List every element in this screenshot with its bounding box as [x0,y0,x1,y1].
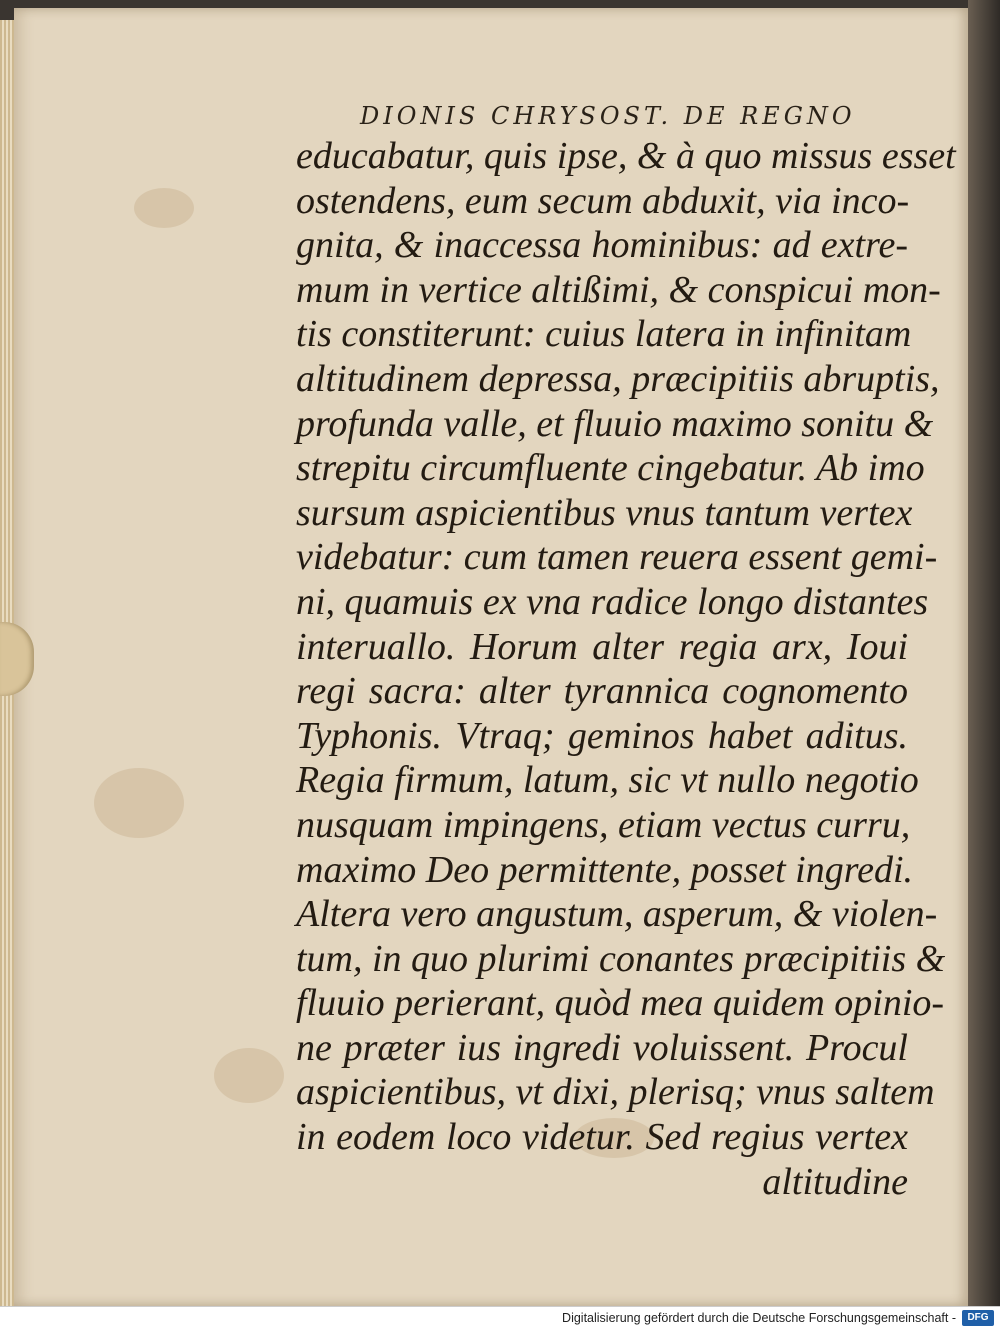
text-line: in eodem loco videtur. Sed regius vertex [296,1116,908,1159]
catchword: altitudine [762,1160,908,1203]
foxing-stain [134,188,194,228]
text-line: gnita, & inaccessa hominibus: ad extre- [296,224,908,267]
text-line: regi sacra: alter tyrannica cognomento [296,670,908,713]
text-line: ostendens, eum secum abduxit, via inco- [296,179,910,222]
foxing-stain [94,768,184,838]
dfg-logo[interactable]: DFG [962,1310,994,1326]
footer-bar [0,1306,1000,1330]
text-line: Altera vero angustum, asperum, & violen- [296,893,938,936]
text-line: profunda valle, et fluuio maximo sonitu & [296,402,934,445]
text-line: mum in vertice altißimi, & conspicui mon- [296,268,941,311]
running-title: DIONIS CHRYSOST. DE REGNO [360,102,856,130]
text-line: videbatur: cum tamen reuera essent gemi- [296,536,938,579]
text-line: ne præter ius ingredi voluissent. Procul [296,1026,908,1069]
foxing-stain [214,1048,284,1103]
page-text [296,134,956,1204]
text-line: aspicientibus, vt dixi, plerisq; vnus saltem [296,1071,935,1114]
text-line: maximo Deo permittente, posset ingredi. [296,848,914,891]
text-line: educabatur, quis ipse, & à quo missus esset [296,135,956,177]
text-line: fluuio perierant, quòd mea quidem opinio- [296,982,945,1025]
text-line: Regia firmum, latum, sic vt nullo negotio [296,759,919,802]
text-line: nusquam impingens, etiam vectus curru, [296,803,911,846]
text-line: tum, in quo plurimi conantes præcipitiis & [296,937,946,980]
text-line: altitudinem depressa, præcipitiis abruptis, [296,357,940,400]
text-line: interuallo. Horum alter regia arx, Ioui [296,625,908,668]
funding-credit: Digitalisierung gefördert durch die Deutsche Forschungsgemeinschaft - [562,1311,956,1325]
text-line: strepitu circumfluente cingebatur. Ab imo [296,447,925,490]
text-line: sursum aspicientibus vnus tantum vertex [296,491,913,534]
text-line: Typhonis. Vtraq; geminos habet aditus. [296,714,908,757]
text-line: ni, quamuis ex vna radice longo distantes [296,580,929,623]
text-line: tis constiterunt: cuius latera in infinitam [296,313,912,356]
book-cover-edge [968,0,1000,1306]
